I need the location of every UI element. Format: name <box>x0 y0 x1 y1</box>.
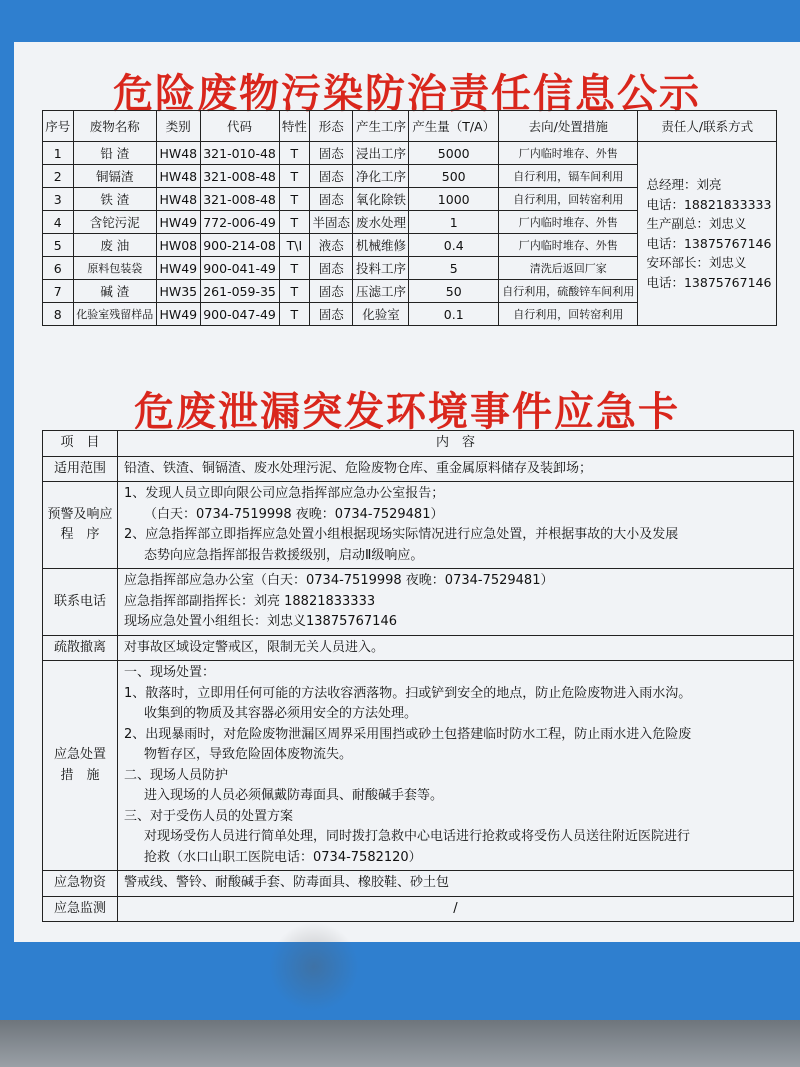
scope-text: 铅渣、铁渣、铜镉渣、废水处理污泥、危险废物仓库、重金属原料储存及装卸场； <box>118 456 794 482</box>
cell-proc: 机械维修 <box>353 234 409 257</box>
cell-prop: T <box>279 257 310 280</box>
cell-qty: 1 <box>409 211 499 234</box>
contact-line: 电话：13875767146 <box>646 274 772 290</box>
phone-text <box>118 569 794 636</box>
cell-prop: T <box>279 211 310 234</box>
warning-text <box>118 482 794 569</box>
warning-line: 1、发现人员立即向限公司应急指挥部应急办公室报告； <box>124 486 445 501</box>
wall-bottom <box>0 1020 800 1067</box>
cell-form: 半固态 <box>310 211 353 234</box>
contact-line: 总经理：刘亮 <box>646 177 722 192</box>
card-header-row <box>43 431 794 457</box>
cell-dest: 厂内临时堆存、外售 <box>498 211 638 234</box>
cell-dest: 厂内临时堆存、外售 <box>498 234 638 257</box>
cell-cat: HW48 <box>157 142 200 165</box>
cell-name: 铁 渣 <box>73 188 157 211</box>
column-header: 形态 <box>310 111 353 142</box>
cell-qty: 5000 <box>409 142 499 165</box>
card-row-supplies <box>43 871 794 897</box>
measure-line: 进入现场的人员必须佩戴防毒面具、耐酸碱手套等。 <box>144 788 444 803</box>
cell-no: 7 <box>43 280 74 303</box>
measure-line: 1、散落时，立即用任何可能的方法收容洒落物。扫或铲到安全的地点，防止危险废物进入雨水沟。 <box>124 685 692 701</box>
measures-label-line-1: 应急处置 <box>53 747 106 762</box>
cell-code: 900-041-49 <box>200 257 279 280</box>
cell-no: 3 <box>43 188 74 211</box>
cell-dest: 自行利用，回转窑利用 <box>498 303 638 326</box>
measures-text <box>118 661 794 871</box>
phone-line: 应急指挥部应急办公室（白天：0734-7519998 夜晚：0734-7529481） <box>124 573 554 588</box>
cell-prop: T <box>279 165 310 188</box>
column-header: 代码 <box>200 111 279 142</box>
cell-cat: HW48 <box>157 188 200 211</box>
warning-line: 2、应急指挥部立即指挥应急处置小组根据现场实际情况进行应急处置，并根据事故的大小及发展 <box>124 527 679 542</box>
measure-line: 一、现场处置： <box>124 665 216 680</box>
cell-proc: 化验室 <box>353 303 409 326</box>
column-header: 责任人/联系方式 <box>638 111 777 142</box>
warning-label-line-2: 程 序 <box>60 527 100 542</box>
cell-dest: 自行利用，镉车间利用 <box>498 165 638 188</box>
cell-form: 固态 <box>310 280 353 303</box>
cell-form: 固态 <box>310 188 353 211</box>
cell-code: 261-059-35 <box>200 280 279 303</box>
cell-name: 化验室残留样品 <box>73 303 157 326</box>
cell-code: 321-010-48 <box>200 142 279 165</box>
cell-prop: T <box>279 188 310 211</box>
measure-line: 抢救（水口山职工医院电话：0734-7582120） <box>144 849 422 865</box>
cell-code: 900-214-08 <box>200 234 279 257</box>
card-row-evacuation <box>43 635 794 661</box>
measure-line: 对现场受伤人员进行简单处理，同时拨打急救中心电话进行抢救或将受伤人员送往附近医院进行 <box>144 829 691 844</box>
cell-prop: T <box>279 142 310 165</box>
cell-qty: 50 <box>409 280 499 303</box>
cell-dest: 清洗后返回厂家 <box>498 257 638 280</box>
contact-line: 电话：18821833333 <box>646 196 772 212</box>
cell-code: 900-047-49 <box>200 303 279 326</box>
cell-name: 原料包装袋 <box>73 257 157 280</box>
card-header-content: 内 容 <box>118 431 794 457</box>
cell-qty: 0.4 <box>409 234 499 257</box>
cell-dest: 厂内临时堆存、外售 <box>498 142 638 165</box>
sign-panel <box>14 42 800 942</box>
phone-label: 联系电话 <box>43 569 118 636</box>
column-header: 废物名称 <box>73 111 157 142</box>
cell-no: 1 <box>43 142 74 165</box>
cell-dest: 自行利用，回转窑利用 <box>498 188 638 211</box>
cell-form: 固态 <box>310 257 353 280</box>
cell-cat: HW49 <box>157 257 200 280</box>
measures-label <box>43 661 118 871</box>
measure-line: 收集到的物质及其容器必须用安全的方法处理。 <box>144 706 418 721</box>
cell-prop: T <box>279 303 310 326</box>
warning-label-line-1: 预警及响应 <box>47 506 113 522</box>
cell-proc: 投料工序 <box>353 257 409 280</box>
cell-no: 5 <box>43 234 74 257</box>
contact-line: 生产副总：刘忠义 <box>646 216 747 231</box>
cell-code: 321-008-48 <box>200 165 279 188</box>
waste-table-header <box>43 111 777 142</box>
card-row-measures <box>43 661 794 871</box>
card-row-phone <box>43 569 794 636</box>
cell-name: 碱 渣 <box>73 280 157 303</box>
evacuation-label: 疏散撤离 <box>43 635 118 661</box>
cell-qty: 1000 <box>409 188 499 211</box>
measure-line: 三、对于受伤人员的处置方案 <box>124 808 294 824</box>
cell-prop: T\I <box>279 234 310 257</box>
phone-line: 应急指挥部副指挥长：刘亮 18821833333 <box>124 593 376 609</box>
warning-label <box>43 482 118 569</box>
cell-qty: 500 <box>409 165 499 188</box>
cell-cat: HW49 <box>157 211 200 234</box>
title-responsibility: 危险废物污染防治责任信息公示 <box>113 71 701 117</box>
cell-form: 固态 <box>310 303 353 326</box>
monitoring-text: / <box>118 896 794 922</box>
column-header: 去向/处置措施 <box>498 111 638 142</box>
contact-line: 安环部长：刘忠义 <box>646 255 747 270</box>
cell-form: 固态 <box>310 165 353 188</box>
cell-proc: 净化工序 <box>353 165 409 188</box>
column-header: 产生量（T/A） <box>409 111 499 142</box>
cell-proc: 压滤工序 <box>353 280 409 303</box>
cell-proc: 废水处理 <box>353 211 409 234</box>
cell-cat: HW49 <box>157 303 200 326</box>
measures-label-line-2: 措 施 <box>60 767 100 783</box>
cell-name: 含铊污泥 <box>73 211 157 234</box>
title-emergency-card: 危废泄漏突发环境事件应急卡 <box>134 389 680 435</box>
cell-no: 2 <box>43 165 74 188</box>
cell-dest: 自行利用，硫酸锌车间利用 <box>498 280 638 303</box>
column-header: 特性 <box>279 111 310 142</box>
cell-name: 废 油 <box>73 234 157 257</box>
cell-qty: 5 <box>409 257 499 280</box>
column-header: 类别 <box>157 111 200 142</box>
measure-line: 2、出现暴雨时，对危险废物泄漏区周界采用围挡或砂土包搭建临时防水工程，防止雨水进入危险废 <box>124 726 692 742</box>
column-header: 产生工序 <box>353 111 409 142</box>
phone-line: 现场应急处置小组组长：刘忠义13875767146 <box>124 614 397 629</box>
evacuation-text: 对事故区域设定警戒区，限制无关人员进入。 <box>118 635 794 661</box>
cell-cat: HW08 <box>157 234 200 257</box>
monitoring-label: 应急监测 <box>43 896 118 922</box>
cell-no: 6 <box>43 257 74 280</box>
table-row <box>43 142 777 165</box>
supplies-label: 应急物资 <box>43 871 118 897</box>
cell-cat: HW35 <box>157 280 200 303</box>
card-row-scope <box>43 456 794 482</box>
column-header: 序号 <box>43 111 74 142</box>
cell-proc: 浸出工序 <box>353 142 409 165</box>
cell-qty: 0.1 <box>409 303 499 326</box>
measure-line: 物暂存区，导致危险固体废物流失。 <box>144 747 353 762</box>
emergency-card-table <box>42 430 794 922</box>
cell-form: 固态 <box>310 142 353 165</box>
cell-code: 772-006-49 <box>200 211 279 234</box>
card-row-warning <box>43 482 794 569</box>
cell-proc: 氧化除铁 <box>353 188 409 211</box>
cell-code: 321-008-48 <box>200 188 279 211</box>
cell-no: 4 <box>43 211 74 234</box>
cell-prop: T <box>279 280 310 303</box>
warning-line: （白天：0734-7519998 夜晚：0734-7529481） <box>144 506 444 522</box>
card-header-item: 项 目 <box>43 431 118 457</box>
responsible-contacts <box>638 142 777 326</box>
measure-line: 二、现场人员防护 <box>124 767 229 783</box>
cell-cat: HW48 <box>157 165 200 188</box>
dirt-smudge <box>269 922 359 1012</box>
supplies-text: 警戒线、警铃、耐酸碱手套、防毒面具、橡胶鞋、砂土包 <box>118 871 794 897</box>
cell-no: 8 <box>43 303 74 326</box>
cell-form: 液态 <box>310 234 353 257</box>
warning-line: 态势向应急指挥部报告救援级别，启动Ⅱ级响应。 <box>144 547 424 563</box>
waste-table <box>42 110 777 326</box>
cell-name: 铅 渣 <box>73 142 157 165</box>
contact-line: 电话：13875767146 <box>646 235 772 251</box>
cell-name: 铜镉渣 <box>73 165 157 188</box>
card-row-monitoring <box>43 896 794 922</box>
scope-label: 适用范围 <box>43 456 118 482</box>
